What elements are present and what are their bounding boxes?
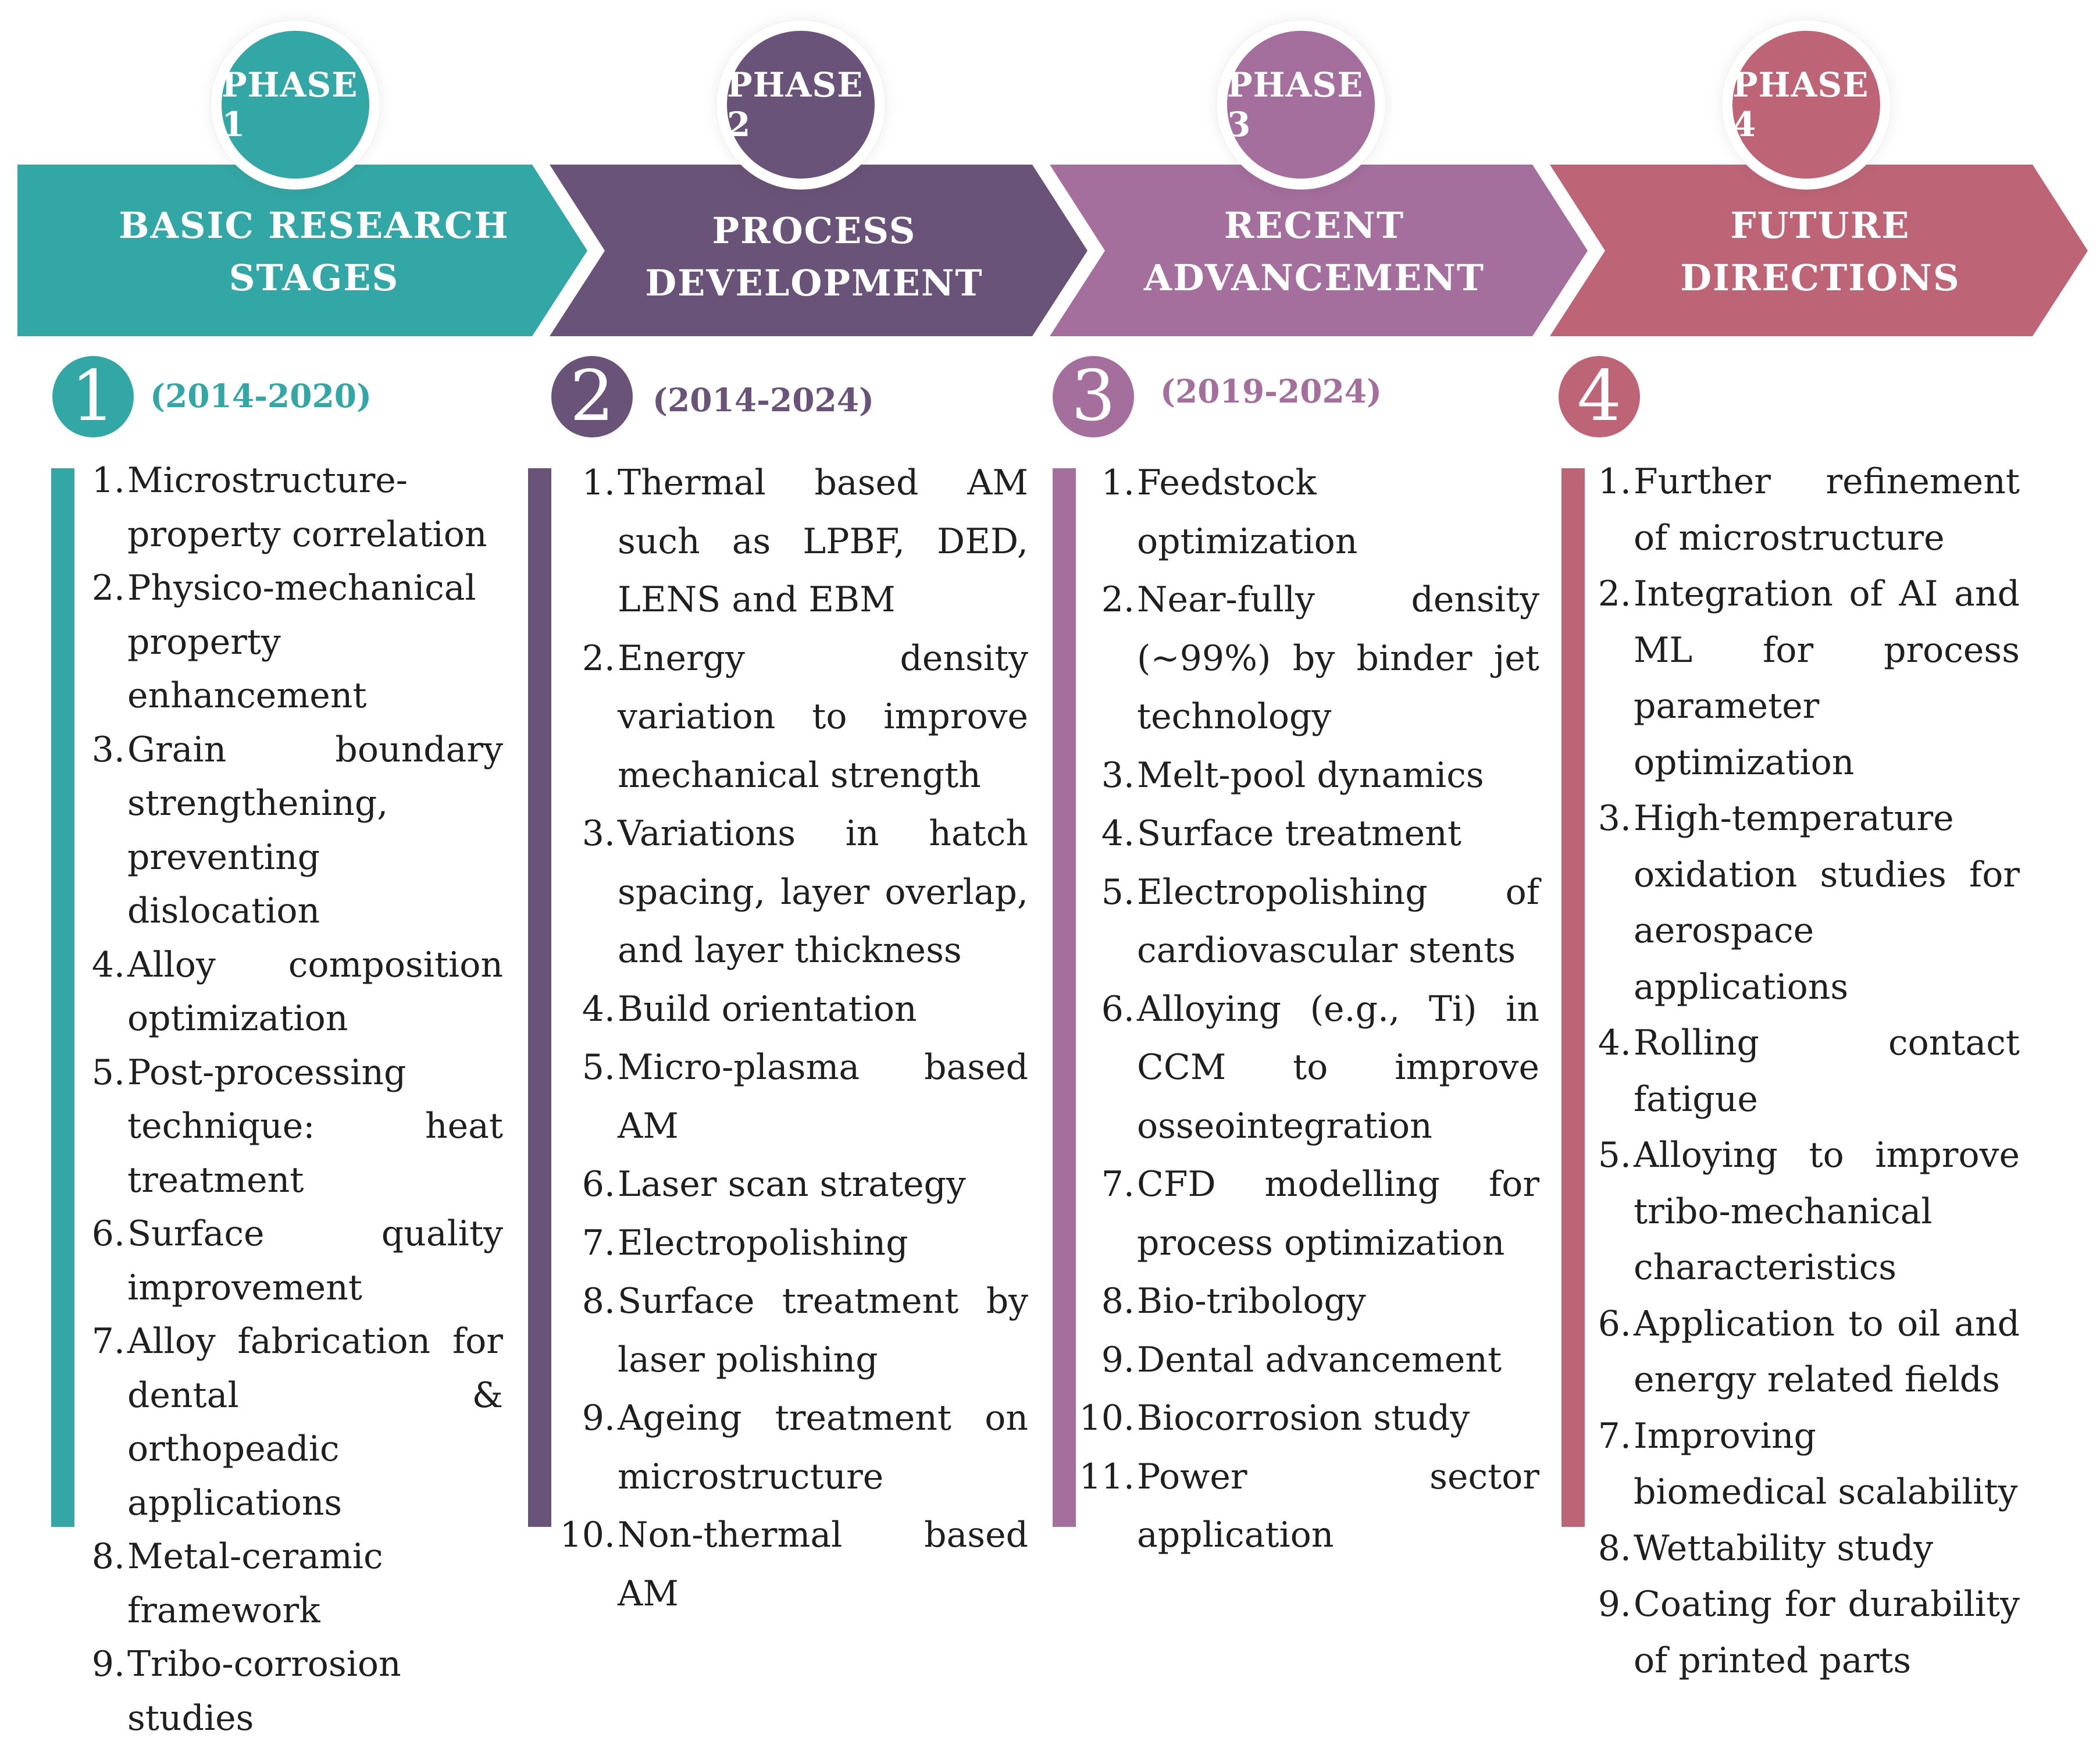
list-item-number: 3. [1598, 798, 1631, 839]
list-item [558, 1389, 1028, 1506]
list-item [84, 723, 503, 938]
list-item-number: 6. [91, 1213, 125, 1254]
list-item [1079, 746, 1539, 805]
list-item-number: 2. [1101, 579, 1135, 620]
list-item-number: 3. [91, 729, 125, 770]
list-item [558, 804, 1028, 980]
phase-3-title-line1: RECENT [1224, 204, 1405, 247]
phase-2-years: (2014-2024) [653, 381, 875, 419]
list-item-text: Metal-ceramic framework [127, 1536, 383, 1631]
list-item [1079, 804, 1539, 863]
phase-1-title-line2: STAGES [229, 257, 400, 299]
list-item [1079, 571, 1539, 746]
list-item-text: Ageing treatment on microstructure [618, 1398, 1028, 1497]
list-item [1591, 566, 2020, 790]
list-item-number: 4. [582, 988, 615, 1030]
list-item-number: 5. [1101, 871, 1135, 913]
phase-3-title-line2: ADVANCEMENT [1143, 257, 1485, 299]
list-item-number: 9. [1101, 1339, 1135, 1380]
list-item [84, 1637, 503, 1745]
list-item-number: 8. [1101, 1281, 1135, 1322]
list-item [84, 1046, 503, 1208]
list-item-number: 4. [91, 944, 125, 985]
list-item-text: Feedstock optimization [1137, 462, 1358, 562]
list-item-text: CFD modelling for process optimization [1137, 1164, 1539, 1263]
list-item-text: Alloy composition optimization [127, 944, 503, 1039]
list-item-text: Laser scan strategy [618, 1164, 966, 1205]
list-item [1079, 1272, 1539, 1331]
list-item [1079, 980, 1539, 1156]
phase-1-years: (2014-2020) [150, 377, 372, 415]
list-item-text: Surface treatment [1137, 813, 1461, 854]
list-item-number: 2. [91, 568, 125, 608]
list-item-text: Electropolishing of cardiovascular stents [1137, 871, 1539, 971]
list-item-number: 3. [1101, 754, 1135, 796]
list-item-text: Rolling contact fatigue [1634, 1023, 2020, 1120]
list-item-text: Bio-tribology [1137, 1281, 1366, 1322]
list-item [84, 561, 503, 723]
phase-2-title-line2: DEVELOPMENT [645, 262, 983, 304]
phase-3-years: (2019-2024) [1160, 372, 1382, 410]
phase-3-bar [1053, 468, 1076, 1527]
phase-4-bar [1561, 468, 1585, 1527]
list-item-text: Power sector application [1137, 1456, 1539, 1555]
list-item [1079, 1448, 1539, 1565]
list-item-text: Further refinement of microstructure [1634, 461, 2020, 558]
list-item-number: 1. [91, 460, 125, 501]
phase-1-title [105, 200, 523, 304]
list-item [1591, 1015, 2020, 1127]
list-item-text: Variations in hatch spacing, layer overlap, and layer thickness [618, 813, 1028, 971]
list-item-number: 4. [1101, 813, 1135, 854]
list-item [1079, 1155, 1539, 1272]
list-item [558, 454, 1028, 629]
list-item-text: Physico-mechanical property enhancement [127, 568, 476, 716]
list-item-number: 8. [1598, 1527, 1631, 1569]
list-item-number: 11. [1079, 1456, 1135, 1497]
list-item [1591, 1296, 2020, 1408]
list-item [558, 1038, 1028, 1155]
phase-4-title-line1: FUTURE [1730, 204, 1910, 247]
list-item-text: Build orientation [618, 988, 917, 1030]
list-item [558, 1155, 1028, 1214]
list-item [558, 1506, 1028, 1623]
phase-2-title-line1: PROCESS [712, 209, 917, 252]
list-item-number: 8. [582, 1281, 615, 1322]
list-item-text: Electropolishing [618, 1222, 908, 1263]
list-item [1591, 454, 2020, 566]
phase-1-title-line1: BASIC RESEARCH [119, 204, 509, 247]
list-item-number: 9. [1598, 1584, 1631, 1625]
list-item-number: 1. [1101, 462, 1135, 503]
list-item-number: 2. [1598, 574, 1631, 614]
list-item-number: 5. [582, 1047, 615, 1088]
phase-1-number: 1 [52, 356, 134, 437]
list-item [1591, 1127, 2020, 1296]
list-item-number: 7. [1598, 1415, 1631, 1456]
list-item [558, 980, 1028, 1039]
list-item-text: Near-fully density (~99%) by binder jet technology [1137, 579, 1539, 737]
list-item-text: Post-processing technique: heat treatment [127, 1052, 503, 1201]
phase-4-number: 4 [1559, 356, 1640, 437]
list-item-number: 2. [582, 638, 615, 679]
list-item [84, 454, 503, 561]
phase-3-badge: PHASE 3 [1217, 20, 1385, 189]
phase-1-badge: PHASE 1 [211, 20, 380, 189]
list-item-number: 1. [582, 462, 615, 503]
list-item [558, 1272, 1028, 1389]
list-item [1591, 790, 2020, 1015]
list-item-text: Microstructure-property correlation [127, 460, 487, 555]
list-item-text: Surface quality improvement [127, 1213, 503, 1308]
list-item-text: Integration of AI and ML for process parameter optimization [1634, 574, 2020, 783]
list-item-number: 6. [1598, 1303, 1631, 1344]
phase-4-list [1591, 454, 2020, 1689]
phase-4-title-line2: DIRECTIONS [1680, 257, 1960, 299]
phase-2-list [558, 454, 1028, 1623]
list-item [558, 629, 1028, 805]
phase-2-badge: PHASE 2 [716, 20, 885, 189]
list-item-number: 5. [1598, 1135, 1631, 1176]
list-item-number: 5. [91, 1052, 125, 1093]
list-item [84, 1207, 503, 1315]
list-item-text: Alloying (e.g., Ti) in CCM to improve osseointegration [1137, 988, 1539, 1146]
list-item-text: Thermal based AM such as LPBF, DED, LENS and EBM [618, 462, 1028, 620]
list-item-text: Alloying to improve tribo-mechanical characteristics [1634, 1135, 2020, 1288]
list-item-number: 8. [91, 1536, 125, 1577]
list-item-text: Dental advancement [1137, 1339, 1502, 1380]
list-item-number: 6. [582, 1164, 615, 1205]
list-item-text: Melt-pool dynamics [1137, 754, 1484, 796]
list-item-text: High-temperature oxidation studies for aerospace applications [1634, 798, 2020, 1007]
list-item [1079, 1389, 1539, 1448]
list-item-text: Coating for durability of printed parts [1634, 1584, 2020, 1681]
list-item-text: Wettability study [1634, 1527, 1934, 1569]
list-item-text: Alloy fabrication for dental & orthopeadic applications [127, 1321, 503, 1523]
list-item-text: Tribo-corrosion studies [127, 1644, 401, 1739]
list-item-text: Biocorrosion study [1137, 1398, 1470, 1438]
list-item [1079, 863, 1539, 980]
phase-3-title [1105, 200, 1524, 304]
list-item [1591, 1576, 2020, 1689]
list-item-number: 1. [1598, 461, 1631, 502]
list-item [558, 1214, 1028, 1273]
list-item-number: 10. [559, 1515, 615, 1555]
list-item [84, 1530, 503, 1637]
list-item-number: 7. [1101, 1164, 1135, 1205]
list-item-text: Surface treatment by laser polishing [618, 1281, 1028, 1380]
list-item [1079, 1331, 1539, 1390]
phase-2-title [605, 205, 1024, 309]
phase-1-bar [51, 468, 74, 1527]
list-item-text: Micro-plasma based AM [618, 1047, 1028, 1146]
list-item-text: Energy density variation to improve mechanical strength [618, 638, 1028, 796]
list-item [1591, 1408, 2020, 1520]
phase-4-title [1611, 200, 2030, 304]
list-item [84, 1315, 503, 1530]
list-item-text: Grain boundary strengthening, preventing dislocation [127, 729, 503, 931]
phase-2-bar [528, 468, 551, 1527]
list-item-number: 3. [582, 813, 615, 854]
list-item-number: 4. [1598, 1023, 1631, 1063]
list-item-number: 7. [91, 1321, 125, 1362]
list-item [84, 938, 503, 1046]
list-item-text: Improving biomedical scalability [1634, 1415, 2018, 1512]
list-item-text: Non-thermal based AM [618, 1515, 1028, 1614]
list-item-number: 10. [1079, 1398, 1135, 1438]
list-item-text: Application to oil and energy related fields [1634, 1303, 2020, 1400]
list-item-number: 6. [1101, 988, 1135, 1030]
phase-1-list [84, 454, 503, 1745]
list-item-number: 9. [91, 1644, 125, 1685]
phase-2-number: 2 [551, 356, 633, 437]
list-item-number: 9. [582, 1398, 615, 1438]
phase-4-badge: PHASE 4 [1722, 20, 1891, 189]
phase-3-list [1079, 454, 1539, 1565]
phase-3-number: 3 [1053, 356, 1134, 437]
list-item [1079, 454, 1539, 571]
list-item-number: 7. [582, 1222, 615, 1263]
